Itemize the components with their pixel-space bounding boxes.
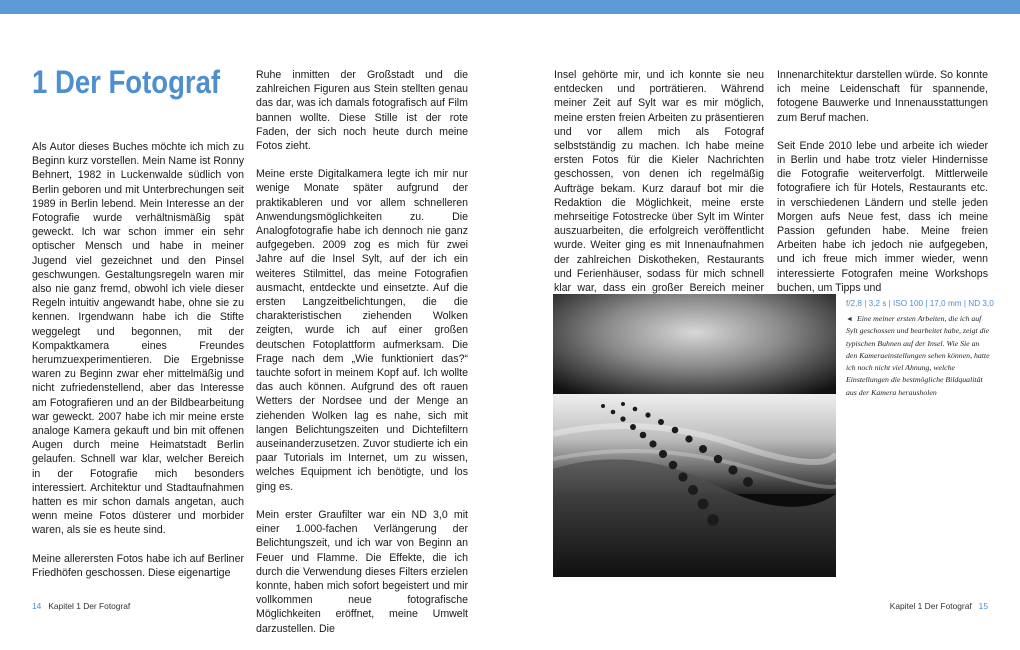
- text-column-4: [777, 68, 988, 309]
- text-column-2: [256, 68, 468, 650]
- caption-arrow-icon: ◄: [846, 315, 853, 323]
- paragraph: Meine allerersten Fotos habe ich auf Berliner Friedhöfen geschossen. Diese eigenartige: [32, 552, 244, 579]
- chapter-heading: 1 Der Fotograf: [32, 64, 221, 100]
- footer-right: [890, 601, 988, 611]
- paragraph: Insel gehörte mir, und ich konnte sie neu entdecken und porträtieren. Während meiner Zeit auf Sylt war es mir möglich, meine ersten freien Arbeiten zu präsentieren und vor allem mich als Fotograf selbstständig zu machen. Ich habe meine ersten Fotos für die Kieler Nachrichten geschossen, von denen ich regelmäßig Aufträge bekam. Kurz darauf bot mir die Redaktion die Möglichkeit, meine erste mehrseitige Fotostrecke über Sylt im Winter auszuarbeiten, die erfolgreich veröffentlicht wurde. Weiter ging es mit Innenaufnahmen der zahlreichen Diskotheken, Restaurants und Ferienhäuser, sodass für mich schnell klar war, dass ein großer Bereich meiner: [554, 69, 764, 295]
- footer-left: [32, 601, 130, 611]
- running-title-right: Kapitel 1 Der Fotograf: [889, 601, 972, 611]
- page-number-right: 15: [978, 601, 988, 611]
- paragraph: Innenarchitektur darstellen würde. So konnte ich meine Leidenschaft für spannende, fotogene Bauwerke und Innenausstattungen zum Beruf machen.: [777, 69, 988, 124]
- page-number-left: 14: [32, 601, 42, 611]
- caption-text: Eine meiner ersten Arbeiten, die ich auf Sylt geschossen und bearbeitet habe, zeigt die typischen Buhnen auf der Insel. Wie Sie an den Kameraeinstellungen sehen können, hatte ich noch nicht viel Ahnung, welche Einstellungen die bestmögliche Bildqualität aus der Kamera herausholen: [846, 314, 990, 397]
- paragraph: Meine erste Digitalkamera legte ich mir nur wenige Monate später aufgrund der praktikableren und vor allem schnelleren Anwendungsmöglichkeiten zu. Die Analogfotografie habe ich dennoch nie ganz aufgegeben. 2009 zog es mich für zwei Jahre auf die Insel Sylt, auf der ich ein weiteres Stilmittel, das meine Fotografien ausmacht, entdeckte und einsetzte. Auf die ersten Langzeitbelichtungen, die die charakteristischen ziehenden Wolken zeigten, wurde ich auf einer großen deutschen Fotoplattform aufmerksam. Die Frage nach dem „Wie funktioniert das?“ tauchte sofort in meinem Kopf auf. Ich wollte das auch können. Aufgrund des oft rauen Wetters der Nordsee und der Menge an ziehenden Wolken lag es nahe, sich mit langen Belichtungszeiten und Dichtefiltern auseinanderzusetzen. Zuvor studierte ich ein paar Tutorials im Internet, um zu wissen, welches Equipment ich benötigte, und los ging es.: [256, 168, 468, 493]
- paragraph: Als Autor dieses Buches möchte ich mich zu Beginn kurz vorstellen. Mein Name ist Ronny Behnert, 1982 in Luckenwalde südlich von Berlin geboren und mit Unterbrechungen seit 1989 in Berlin lebend. Mein Interesse an der Fotografie wurde verhältnismäßig spät geweckt. Ich war schon immer ein sehr optischer Mensch und habe in meiner Jugend viel gezeichnet und den Pinsel geschwungen. Gestaltungsregeln waren mir also nie ganz fremd, obwohl ich viele dieser Regeln intuitiv angewandt habe, ohne sie zu kennen. Irgendwann habe ich die Stifte weggelegt und begonnen, mit der Kompaktkamera eines Freundes herumzuexperimentieren. Die Ergebnisse waren zu Beginn zwar eher mittelmäßig und nicht zufriedenstellend, aber das Interesse am Fotografieren und an der Bildbearbeitung war geweckt. 2007 habe ich mir meine erste analoge Kamera gekauft und bin mit offenen Augen durch meine Heimatstadt Berlin gelaufen. Schnell war klar, welcher Bereich in der Fotografie mich besonders interessiert. Architektur und Stadtaufnahmen hatten es mir schon damals angetan, auch wenn meine Fotos düsterer und morbider waren, als sie es heute sind.: [32, 141, 244, 537]
- paragraph: Mein erster Graufilter war ein ND 3,0 mit einer 1.000-fachen Verlängerung der Belichtungszeit, und ich war von Beginn an Feuer und Flamme. Die Effekte, die ich durch die Verwendung dieses Filters erzielen konnte, haben mich sofort begeistert und mir vollkommen neue fotografische Möglichkeiten eröffnet, meine Umwelt darzustellen. Die: [256, 508, 468, 635]
- groyne-photo-graphic: [553, 294, 836, 577]
- top-accent-bar: [0, 0, 1020, 14]
- paragraph: Seit Ende 2010 lebe und arbeite ich wieder in Berlin und habe trotz vieler Hindernisse die Fotografie weiterverfolgt. Mittlerweile fotografiere ich für Hotels, Restaurants etc. in verschiedenen Ländern und stelle jeden Morgen aufs Neue fest, dass ich meine Passion gefunden habe. Meine freien Arbeiten habe ich jedoch nie aufgegeben, und ich freue mich immer wieder, wenn interessierte Fotografen meine Workshops buchen, um Tipps und: [777, 139, 988, 294]
- text-column-1: [32, 140, 244, 594]
- groyne-photo: [553, 294, 836, 577]
- text-column-3: [554, 68, 764, 323]
- running-title-left: Kapitel 1 Der Fotograf: [48, 601, 131, 611]
- photo-caption: [846, 313, 992, 399]
- paragraph: Ruhe inmitten der Großstadt und die zahlreichen Figuren aus Stein stellten genau das dar, was ich damals fotografisch auf Film bannen wollte. Diese Stille ist der rote Faden, der sich noch heute durch meine Fotos zieht.: [256, 69, 468, 153]
- photo-exif-caption: f/2,8 | 3,2 s | ISO 100 | 17,0 mm | ND 3,0: [846, 299, 994, 308]
